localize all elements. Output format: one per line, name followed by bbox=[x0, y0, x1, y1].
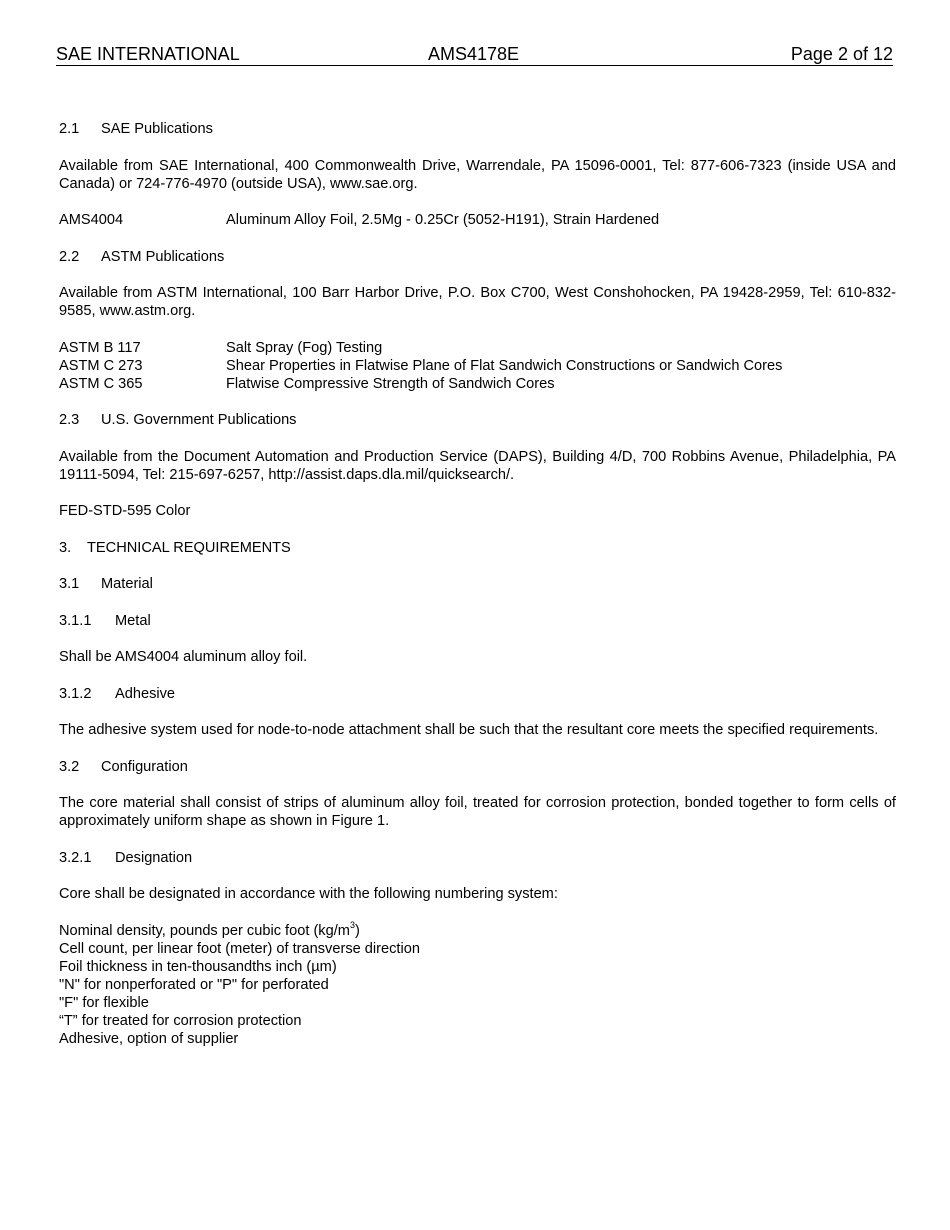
reference-row bbox=[59, 211, 896, 229]
government-availability-paragraph: Available from the Document Automation and Production Service (DAPS), Building 4/D, 700 Robbins Avenue, Philadelphia, PA 19111-5094, Tel: 215-697-6257, http://assist.daps.dla.mil/quicksearch/. bbox=[59, 448, 896, 483]
section-number: 3. bbox=[59, 539, 72, 556]
reference-row bbox=[59, 357, 896, 375]
metal-requirement-text: Shall be AMS4004 aluminum alloy foil. bbox=[59, 649, 308, 665]
section-title: Adhesive bbox=[115, 685, 176, 702]
section-3-2-1-heading bbox=[59, 849, 896, 867]
reference-code: ASTM B 117 bbox=[59, 339, 141, 356]
document-body bbox=[59, 120, 896, 1048]
header-document-number: AMS4178E bbox=[428, 44, 520, 64]
section-2-3-heading bbox=[59, 411, 896, 429]
density-close: ) bbox=[354, 922, 360, 939]
section-number: 2.2 bbox=[59, 248, 80, 265]
section-3-1-1-heading bbox=[59, 612, 896, 630]
designation-intro: Core shall be designated in accordance with the following numbering system: bbox=[59, 886, 558, 902]
reference-code: ASTM C 273 bbox=[59, 357, 143, 374]
section-number: 3.2.1 bbox=[59, 849, 92, 866]
astm-availability-paragraph: Available from ASTM International, 100 Barr Harbor Drive, P.O. Box C700, West Conshohocken, PA 19428-2959, Tel: 610-832-9585, www.astm.org. bbox=[59, 285, 896, 319]
reference-title: Shear Properties in Flatwise Plane of Flat Sandwich Constructions or Sandwich Cores bbox=[226, 357, 783, 374]
sae-reference-list bbox=[59, 211, 896, 229]
section-number: 2.3 bbox=[59, 412, 80, 428]
header-page-number: Page 2 of 12 bbox=[790, 44, 893, 64]
reference-code: ASTM C 365 bbox=[59, 375, 143, 392]
designation-list bbox=[59, 919, 896, 1048]
list-item: Adhesive, option of supplier bbox=[59, 1030, 239, 1047]
reference-title: Aluminum Alloy Foil, 2.5Mg - 0.25Cr (5052-H191), Strain Hardened bbox=[226, 212, 660, 228]
section-title: Metal bbox=[115, 612, 151, 629]
section-title: TECHNICAL REQUIREMENTS bbox=[87, 539, 291, 556]
section-number: 3.1 bbox=[59, 576, 80, 592]
astm-reference-list bbox=[59, 339, 896, 393]
reference-row bbox=[59, 339, 896, 357]
list-item: "N" for nonperforated or "P" for perforated bbox=[59, 976, 329, 993]
section-3-2-heading bbox=[59, 758, 896, 776]
reference-code: AMS4004 bbox=[59, 212, 124, 228]
configuration-text: The core material shall consist of strips of aluminum alloy foil, treated for corrosion protection, bonded together to form cells of approximately uniform shape as shown in Figure 1. bbox=[59, 795, 896, 829]
section-title: U.S. Government Publications bbox=[101, 412, 297, 428]
section-number: 3.1.2 bbox=[59, 685, 92, 702]
fed-std-reference: FED-STD-595 Color bbox=[59, 503, 191, 519]
section-title: Configuration bbox=[101, 758, 188, 775]
reference-title: Salt Spray (Fog) Testing bbox=[226, 339, 383, 356]
reference-title: Flatwise Compressive Strength of Sandwich Cores bbox=[226, 375, 555, 392]
page-header bbox=[56, 44, 893, 66]
density-exponent: 3 bbox=[349, 919, 355, 930]
list-item bbox=[59, 919, 896, 940]
section-2-2-heading bbox=[59, 248, 896, 266]
density-label: Nominal density, pounds per cubic foot (kg/m bbox=[59, 922, 350, 939]
sae-availability-paragraph: Available from SAE International, 400 Commonwealth Drive, Warrendale, PA 15096-0001, Tel: 877-606-7323 (inside USA and Canada) or 724-776-4970 (outside USA), www.sae.org. bbox=[59, 157, 896, 192]
reference-row bbox=[59, 375, 896, 393]
section-number: 2.1 bbox=[59, 121, 80, 137]
list-item: "F" for flexible bbox=[59, 994, 149, 1011]
adhesive-requirement-text: The adhesive system used for node-to-node attachment shall be such that the resultant core meets the specified requirements. bbox=[59, 722, 879, 738]
section-3-1-2-heading bbox=[59, 685, 896, 703]
section-3-heading bbox=[59, 539, 896, 557]
list-item: Cell count, per linear foot (meter) of transverse direction bbox=[59, 940, 420, 957]
section-title: ASTM Publications bbox=[101, 248, 225, 265]
list-item: “T” for treated for corrosion protection bbox=[59, 1012, 302, 1029]
section-number: 3.2 bbox=[59, 758, 80, 775]
section-3-1-heading bbox=[59, 575, 896, 593]
section-title: Material bbox=[101, 576, 153, 592]
section-2-1-heading bbox=[59, 120, 896, 138]
list-item: Foil thickness in ten-thousandths inch (µm) bbox=[59, 958, 337, 975]
section-title: Designation bbox=[115, 849, 193, 866]
section-title: SAE Publications bbox=[101, 121, 213, 137]
section-number: 3.1.1 bbox=[59, 612, 92, 629]
header-organization: SAE INTERNATIONAL bbox=[56, 44, 240, 64]
